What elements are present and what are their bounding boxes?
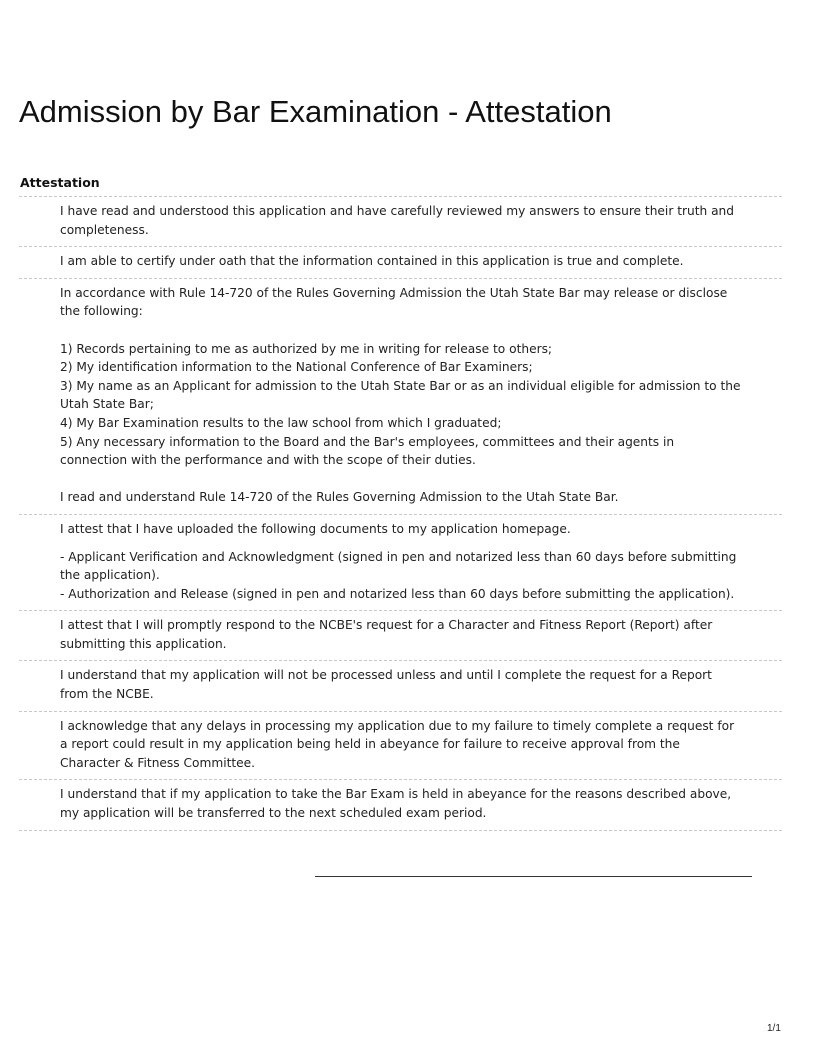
list-item: 1) Records pertaining to me as authorized by me in writing for release to others; — [60, 341, 553, 356]
attestation-item-certify-oath — [19, 247, 782, 279]
attestation-item-ncbe-response — [19, 611, 782, 661]
attestation-text: I am able to certify under oath that the information contained in this application is true and complete. — [60, 254, 684, 269]
attestation-text: I attest that I will promptly respond to the NCBE's request for a Character and Fitness Report (Report) after submitting this application. — [60, 618, 713, 651]
section-heading: Attestation — [20, 175, 100, 190]
disclosure-list — [60, 340, 742, 470]
attestation-item-abeyance — [19, 780, 782, 830]
list-item: 4) My Bar Examination results to the law school from which I graduated; — [60, 415, 502, 430]
attestation-text: I have read and understood this application and have carefully reviewed my answers to ensure their truth and completeness. — [60, 204, 735, 237]
page-title: Admission by Bar Examination - Attestation — [19, 94, 612, 129]
list-item: 5) Any necessary information to the Board and the Bar's employees, committees and their agents in connection with the performance and with the scope of their duties. — [60, 434, 675, 468]
rule-intro: In accordance with Rule 14-720 of the Rules Governing Admission the Utah State Bar may release or disclose the following: — [60, 285, 728, 319]
list-item: 3) My name as an Applicant for admission to the Utah State Bar or as an individual eligible for admission to the Utah State Bar; — [60, 378, 741, 412]
list-item: - Authorization and Release (signed in pen and notarized less than 60 days before submitting the application). — [60, 586, 735, 601]
attestation-text: I understand that my application will not be processed unless and until I complete the request for a Report from the NCBE. — [60, 668, 712, 702]
list-item: 2) My identification information to the National Conference of Bar Examiners; — [60, 360, 533, 375]
rule-closing: I read and understand Rule 14-720 of the Rules Governing Admission to the Utah State Bar. — [60, 490, 619, 505]
signature-line — [315, 876, 752, 877]
page-number: 1/1 — [767, 1023, 781, 1034]
attestation-list — [19, 196, 782, 831]
documents-list — [60, 548, 742, 604]
attestation-text: I acknowledge that any delays in processing my application due to my failure to timely complete a request for a report could result in my application being held in abeyance for failure to receive approval from the Character & Fitness Committee. — [60, 718, 735, 770]
list-item: - Applicant Verification and Acknowledgment (signed in pen and notarized less than 60 days before submitting the application). — [60, 549, 737, 583]
attestation-item-read-application — [19, 197, 782, 247]
attestation-item-uploaded-documents — [19, 515, 782, 611]
attestation-item-processing — [19, 661, 782, 711]
documents-intro: I attest that I have uploaded the following documents to my application homepage. — [60, 521, 571, 536]
attestation-item-rule-14-720 — [19, 279, 782, 515]
attestation-text: I understand that if my application to take the Bar Exam is held in abeyance for the reasons described above, my application will be transferred to the next scheduled exam period. — [60, 787, 732, 821]
attestation-item-delays — [19, 712, 782, 781]
